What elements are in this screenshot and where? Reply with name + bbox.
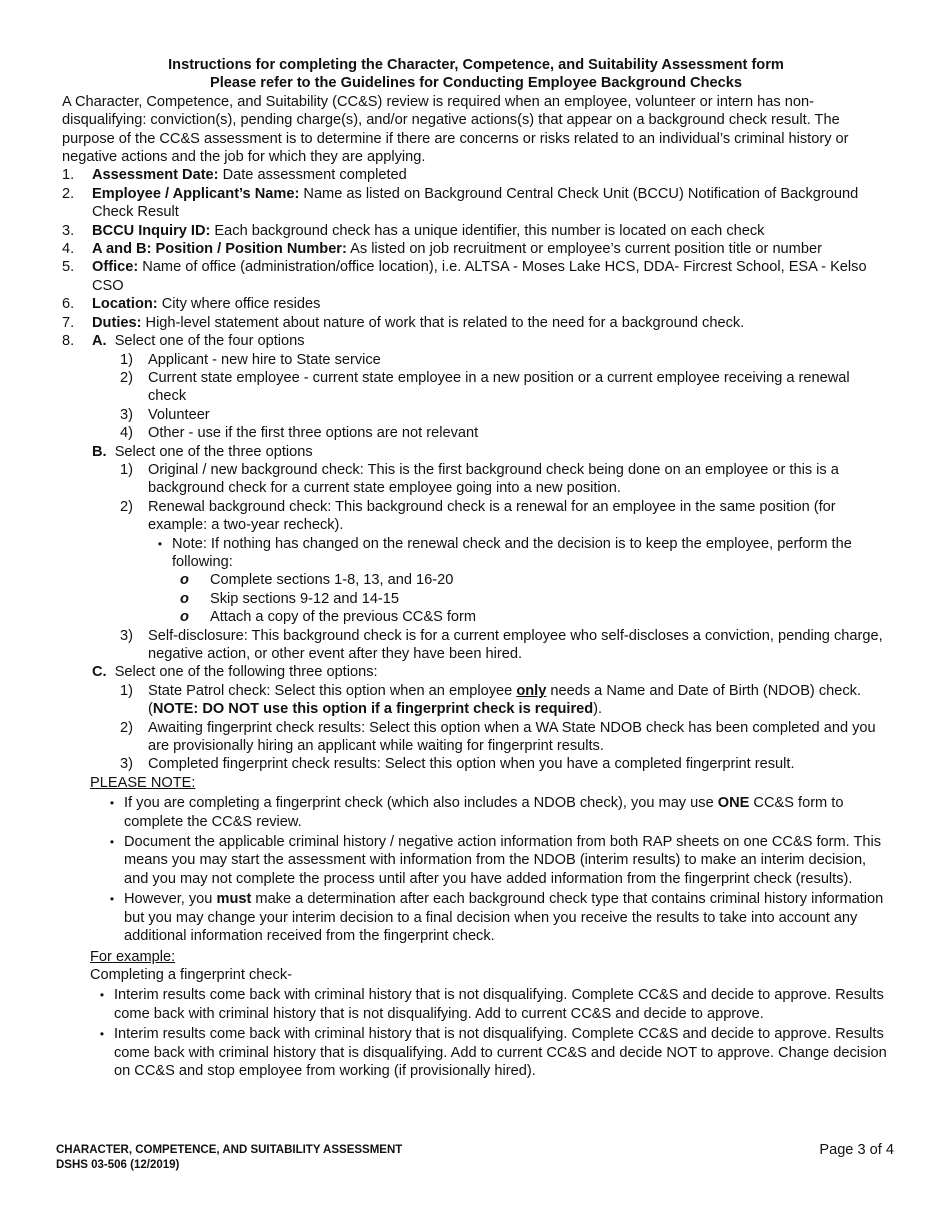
numbered-items — [62, 166, 890, 332]
bullet-icon: • — [99, 1027, 105, 1042]
option-text-part: ). — [593, 701, 603, 718]
item-8b-letter: B. — [92, 443, 107, 460]
item-label: Assessment Date: — [92, 167, 219, 184]
item-1 — [62, 166, 890, 184]
option-number: 3) — [120, 406, 133, 423]
option-text: Volunteer — [148, 406, 210, 423]
item-8b — [92, 443, 890, 461]
option-text: Other - use if the first three options are not relevant — [148, 425, 479, 442]
item-8a-options — [62, 351, 890, 443]
option-text: Self-disclosure: This background check is for a current employee who self-discloses a conviction, pending charge, negative action, or other event after they have been hired. — [148, 627, 883, 662]
example-title: For example: — [90, 948, 176, 965]
bullet-icon: • — [109, 892, 115, 907]
item-content — [92, 295, 890, 313]
item-number: 1. — [62, 167, 75, 184]
option-number: 4) — [120, 425, 133, 442]
option-number: 3) — [120, 756, 133, 773]
item-text: High-level statement about nature of work that is related to the need for a background check. — [141, 314, 745, 331]
item-content — [92, 240, 890, 258]
option-number: 1) — [120, 351, 133, 368]
item-8-number: 8. — [62, 333, 75, 350]
renewal-note-item — [172, 571, 890, 589]
circle-bullet-icon: o — [180, 590, 189, 607]
option-text — [148, 682, 890, 719]
renewal-note-item-text: Complete sections 1-8, 13, and 16-20 — [210, 572, 454, 589]
instructions-page — [62, 56, 890, 1080]
item-text: Name as listed on Background Central Check Unit (BCCU) Notification of Background Check Result — [92, 185, 859, 221]
header-title: Instructions for completing the Character, Competence, and Suitability Assessment form — [168, 57, 784, 73]
option-text: Completed fingerprint check results: Select this option when you have a completed fingerprint result. — [148, 756, 795, 773]
item-8a-letter: A. — [92, 333, 107, 350]
circle-bullet-icon: o — [180, 609, 189, 626]
please-note-bullet-3 — [100, 890, 890, 945]
header-subtitle: Please refer to the Guidelines for Conducting Employee Background Checks — [210, 75, 742, 92]
option-text: Awaiting fingerprint check results: Select this option when a WA State NDOB check has been completed and you are provisionally hiring an applicant while waiting for fingerprint results. — [148, 719, 876, 755]
example-bullet-1 — [90, 986, 890, 1023]
item-8a-option-4 — [120, 424, 890, 442]
item-number: 7. — [62, 314, 75, 331]
item-5 — [62, 258, 890, 295]
item-text: Name of office (administration/office location), i.e. ALTSA - Moses Lake HCS, DDA- Fircrest School, ESA - Kelso CSO — [92, 259, 867, 294]
item-4 — [62, 240, 890, 258]
option-number: 2) — [120, 369, 133, 386]
item-8b-text: Select one of the three options — [114, 443, 313, 460]
option-number: 3) — [120, 627, 133, 644]
item-content — [92, 166, 890, 184]
item-text: As listed on job recruitment or employee’s current position title or number — [346, 241, 822, 258]
item-7 — [62, 314, 890, 332]
item-8b-option-2 — [120, 498, 890, 535]
item-number: 6. — [62, 296, 75, 313]
item-text: Date assessment completed — [218, 167, 407, 184]
bullet-icon: • — [157, 536, 163, 551]
renewal-note-text: Note: If nothing has changed on the renewal check and the decision is to keep the employee, perform the following: — [172, 535, 852, 570]
example-subtitle: Completing a fingerprint check- — [90, 966, 292, 983]
item-8c-option-1 — [120, 682, 890, 719]
item-8b-option-1 — [120, 461, 890, 498]
note-text: If you are completing a fingerprint check (which also includes a NDOB check), you may use — [124, 795, 718, 812]
option-number: 1) — [120, 461, 133, 478]
item-number: 5. — [62, 259, 75, 276]
item-label: Employee / Applicant’s Name: — [92, 185, 300, 202]
item-8 — [62, 332, 890, 350]
item-3 — [62, 222, 890, 240]
page-number: Page 3 of 4 — [819, 1142, 894, 1158]
item-content — [92, 258, 890, 295]
renewal-note-item — [172, 608, 890, 626]
fingerprint-warning: NOTE: DO NOT use this option if a fingerprint check is required — [152, 701, 594, 718]
please-note-bullet-1 — [100, 794, 890, 831]
footer-form-title: CHARACTER, COMPETENCE, AND SUITABILITY ASSESSMENT — [56, 1144, 403, 1156]
item-text: Each background check has a unique identifier, this number is located on each check — [210, 222, 765, 239]
item-label: Duties: — [92, 314, 142, 331]
note-text: make a determination after each background check type that contains criminal history information but you may change your interim decision to a final decision when you receive the results to take into account any additional information received from the fingerprint check. — [124, 891, 884, 945]
item-label: Location: — [92, 296, 158, 313]
example-bullet-text: Interim results come back with criminal history that is not disqualifying. Complete CC&S and decide to approve. Results come back with criminal history that is disqualifying. Add to current CC&S and decide NOT to approve. Change decision on CC&S and stop employee from working (if provisionally hired). — [114, 1026, 887, 1079]
option-text-part: State Patrol check: Select this option when an employee — [148, 682, 517, 699]
example-bullet-2 — [90, 1025, 890, 1080]
bullet-icon: • — [109, 796, 115, 811]
intro-paragraph: A Character, Competence, and Suitability (CC&S) review is required when an employee, volunteer or intern has non-disqualifying: conviction(s), pending charge(s), and/or negative actions(s) that appear on a background check result. The purpose of the CC&S assessment is to determine if there are concerns or risks related to an individual’s criminal history or negative actions and the job for which they are applying. — [62, 93, 849, 166]
item-number: 2. — [62, 185, 75, 202]
please-note-title: PLEASE NOTE: — [90, 774, 196, 791]
option-text-part: needs a Name and Date of Birth (NDOB) check. ( — [148, 682, 862, 718]
item-8a-text: Select one of the four options — [114, 333, 305, 350]
item-content — [92, 222, 890, 240]
circle-bullet-icon: o — [180, 572, 189, 589]
renewal-note-items — [62, 571, 890, 626]
option-number: 2) — [120, 719, 133, 736]
example-bullets — [62, 986, 890, 1080]
example-bullet-text: Interim results come back with criminal history that is not disqualifying. Complete CC&S and decide to approve. Results come back with criminal history that is not disqualifying. Add to current CC&S and decide to approve. — [114, 987, 884, 1022]
item-8c-letter: C. — [92, 664, 107, 681]
item-content — [92, 185, 890, 222]
please-note-bullet-2 — [100, 833, 890, 888]
only-emphasis: only — [516, 682, 547, 699]
item-8c-text: Select one of the following three options: — [114, 664, 378, 681]
note-emphasis: ONE — [717, 795, 750, 812]
option-text: Current state employee - current state employee in a new position or a current employee receiving a renewal check — [148, 369, 850, 405]
note-text: However, you — [124, 891, 217, 908]
item-label: Office: — [92, 259, 139, 276]
item-8c-option-3 — [120, 755, 890, 773]
item-number: 3. — [62, 222, 75, 239]
item-2 — [62, 185, 890, 222]
item-8a-option-1 — [120, 351, 890, 369]
note-text: CC&S form to complete the CC&S review. — [124, 795, 844, 830]
footer-form-number: DSHS 03-506 (12/2019) — [56, 1159, 180, 1171]
renewal-note-item-text: Skip sections 9-12 and 14-15 — [210, 590, 400, 607]
bullet-icon: • — [99, 988, 105, 1003]
item-content — [92, 314, 890, 332]
item-number: 4. — [62, 241, 75, 258]
item-label: BCCU Inquiry ID: — [92, 222, 211, 239]
item-8a-option-3 — [120, 406, 890, 424]
renewal-note-item — [172, 590, 890, 608]
note-emphasis: must — [216, 891, 252, 908]
option-text: Original / new background check: This is the first background check being done on an employee or this is a background check for a current state employee going into a new position. — [148, 461, 839, 497]
option-number: 2) — [120, 498, 133, 515]
option-text: Applicant - new hire to State service — [148, 351, 381, 368]
item-8c-option-2 — [120, 719, 890, 756]
note-text: Document the applicable criminal history / negative action information from both RAP sheets on one CC&S form. This means you may start the assessment with information from the NDOB (interim results) to make an interim decision, and you may not complete the process until after you have added information from the fingerprint check (results). — [124, 834, 882, 887]
item-8a-option-2 — [120, 369, 890, 406]
item-8b-option-3 — [120, 627, 890, 664]
item-label: A and B: Position / Position Number: — [92, 241, 347, 258]
item-8c — [92, 663, 890, 681]
bullet-icon: • — [109, 835, 115, 850]
option-number: 1) — [120, 682, 133, 699]
item-text: City where office resides — [157, 296, 321, 313]
renewal-note-item-text: Attach a copy of the previous CC&S form — [210, 609, 477, 626]
renewal-note — [148, 535, 890, 572]
page-footer — [56, 1143, 894, 1173]
item-6 — [62, 295, 890, 313]
option-text: Renewal background check: This background check is a renewal for an employee in the same position (for example: a two-year recheck). — [148, 498, 836, 534]
